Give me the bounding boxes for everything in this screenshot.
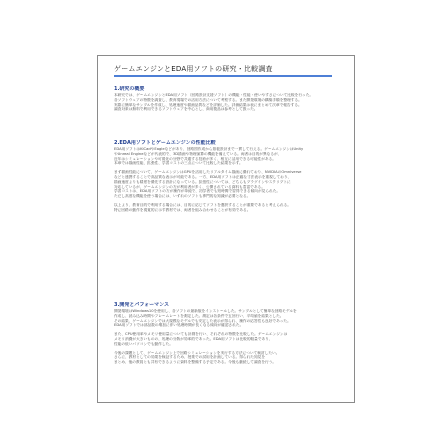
- text-line: まず描画性能について、ゲームエンジンはGPUを活用したリアルタイム描画に優れており、NVIDIAのOmniverse: [114, 170, 302, 175]
- text-line: EDA用ソフトでは部品数の増加に伴い処理時間が長くなる傾向が確認された。: [114, 323, 244, 328]
- text-line: 対応しているが、ゲームエンジンの方が利用者が多く、公開されている資料も豊富である。: [114, 184, 265, 189]
- text-line: 以上より、教育目的で利用する場合には、目的に応じてソフトを選択することが重要であると考えられる。: [114, 202, 291, 207]
- paragraph: [114, 332, 340, 346]
- text-line: 学習コストは、EDA用ソフトの方が操作が単純で、初学者でも短時間で習得できる傾向が見られた。: [114, 189, 281, 194]
- text-line: その結果、ゲームエンジンでは大規模なモデルでも安定した表示が得られ、操作の応答性も良好であった。: [114, 318, 291, 323]
- section-heading: 2.EDA用ソフトとゲームエンジンの性能比較: [114, 140, 216, 146]
- paragraph: [114, 170, 340, 199]
- text-line: EDA用ソフトはKiCadやEagleなどがあり、回路図作成から基板設計まで一貫して行える。ゲームエンジンはUnity: [114, 147, 304, 151]
- document-page: [97, 55, 355, 403]
- text-line: 特に回路の動作を視覚的に示す教材では、両者を組み合わせることが有効である。: [114, 207, 251, 212]
- text-line: 本章では描画性能、拡張性、学習コストの三点について比較した結果を示す。: [114, 161, 243, 166]
- section-heading: 3.開発とパフォーマンス: [114, 302, 169, 308]
- text-line: 開発環境はWindows10を使用し、各ソフトの最新版をインストールした。サンプルとして簡単な回路モデルを: [114, 309, 297, 313]
- section-s1: [114, 140, 340, 217]
- text-line: 各ソフトウェアの特徴を調査し、教育現場での活用方法について考察する。また開発環境の構築手順を整理する。: [114, 97, 302, 102]
- text-line: ただし高度な機能を使う場合には、いずれのソフトも専門的な知識が必要となる。: [114, 194, 251, 199]
- text-line: また、CPU使用率やメモリ使用量についても計測を行い、それぞれの特徴を比較した。ゲームエンジンは: [114, 332, 288, 337]
- text-line: 調査対象は無料で利用できるソフトウェアを中心とし、商用製品は参考として扱った。: [114, 107, 258, 112]
- text-line: などと連携することで高品質な表示が可能である。一方、EDA用ソフトは正確な寸法表示を重視しており、: [114, 174, 292, 179]
- document-title: ゲームエンジンとEDA用ソフトの研究・比較調査: [114, 65, 332, 77]
- paragraph: [114, 203, 340, 213]
- paragraph: [114, 351, 340, 365]
- text-line: 描画速度よりも精度を優先する設計になっている。拡張性については、どちらもプラグインやスクリプトに: [114, 179, 291, 184]
- text-line: メモリ消費が大きいものの、処理の分散が効率的であった。EDA用ソフトは比較的軽量であり、: [114, 336, 273, 341]
- section-s0: [114, 86, 340, 116]
- section-s2: [114, 302, 340, 369]
- section-heading: 1.研究の概要: [114, 86, 145, 92]
- paragraph: [114, 147, 340, 166]
- text-line: 今後の課題として、ゲームエンジン上で回路シミュレーションを実行する方法について検討したい。: [114, 350, 280, 355]
- text-line: 実際に簡単なサンプルを作成し、処理速度や描画品質などを評価した。評価結果は表にまとめて次章で報告する。: [114, 102, 302, 107]
- text-line: 作成し、読み込み時間やフレームレートを測定した。測定は各条件で五回行い、平均値を結果とした。: [114, 313, 284, 318]
- paragraph: [114, 93, 340, 112]
- text-line: まとめ、他の教員とも共有できるように資料を整備する予定である。今後も継続して調査を行う。: [114, 360, 277, 365]
- text-line: 本研究では、ゲームエンジンとEDA用ソフト（回路設計支援ソフト）の機能・性能・使いやすさについて比較を行った。: [114, 93, 314, 97]
- text-line: 性能の低いパソコンでも動作した。: [114, 341, 173, 346]
- paragraph: [114, 309, 340, 328]
- text-line: 近年はシミュレーションや可視化の分野で共通する技術が多く、相互に活用できる可能性がある。: [114, 156, 276, 161]
- text-line: さらに、教材としての効果を検証するため、授業での試用を計画している。得られた知見を: [114, 355, 266, 360]
- text-line: やUnreal Engineなどが代表的で、3D描画や物理演算の機能を備えている。両者は目的が異なるが、: [114, 151, 282, 156]
